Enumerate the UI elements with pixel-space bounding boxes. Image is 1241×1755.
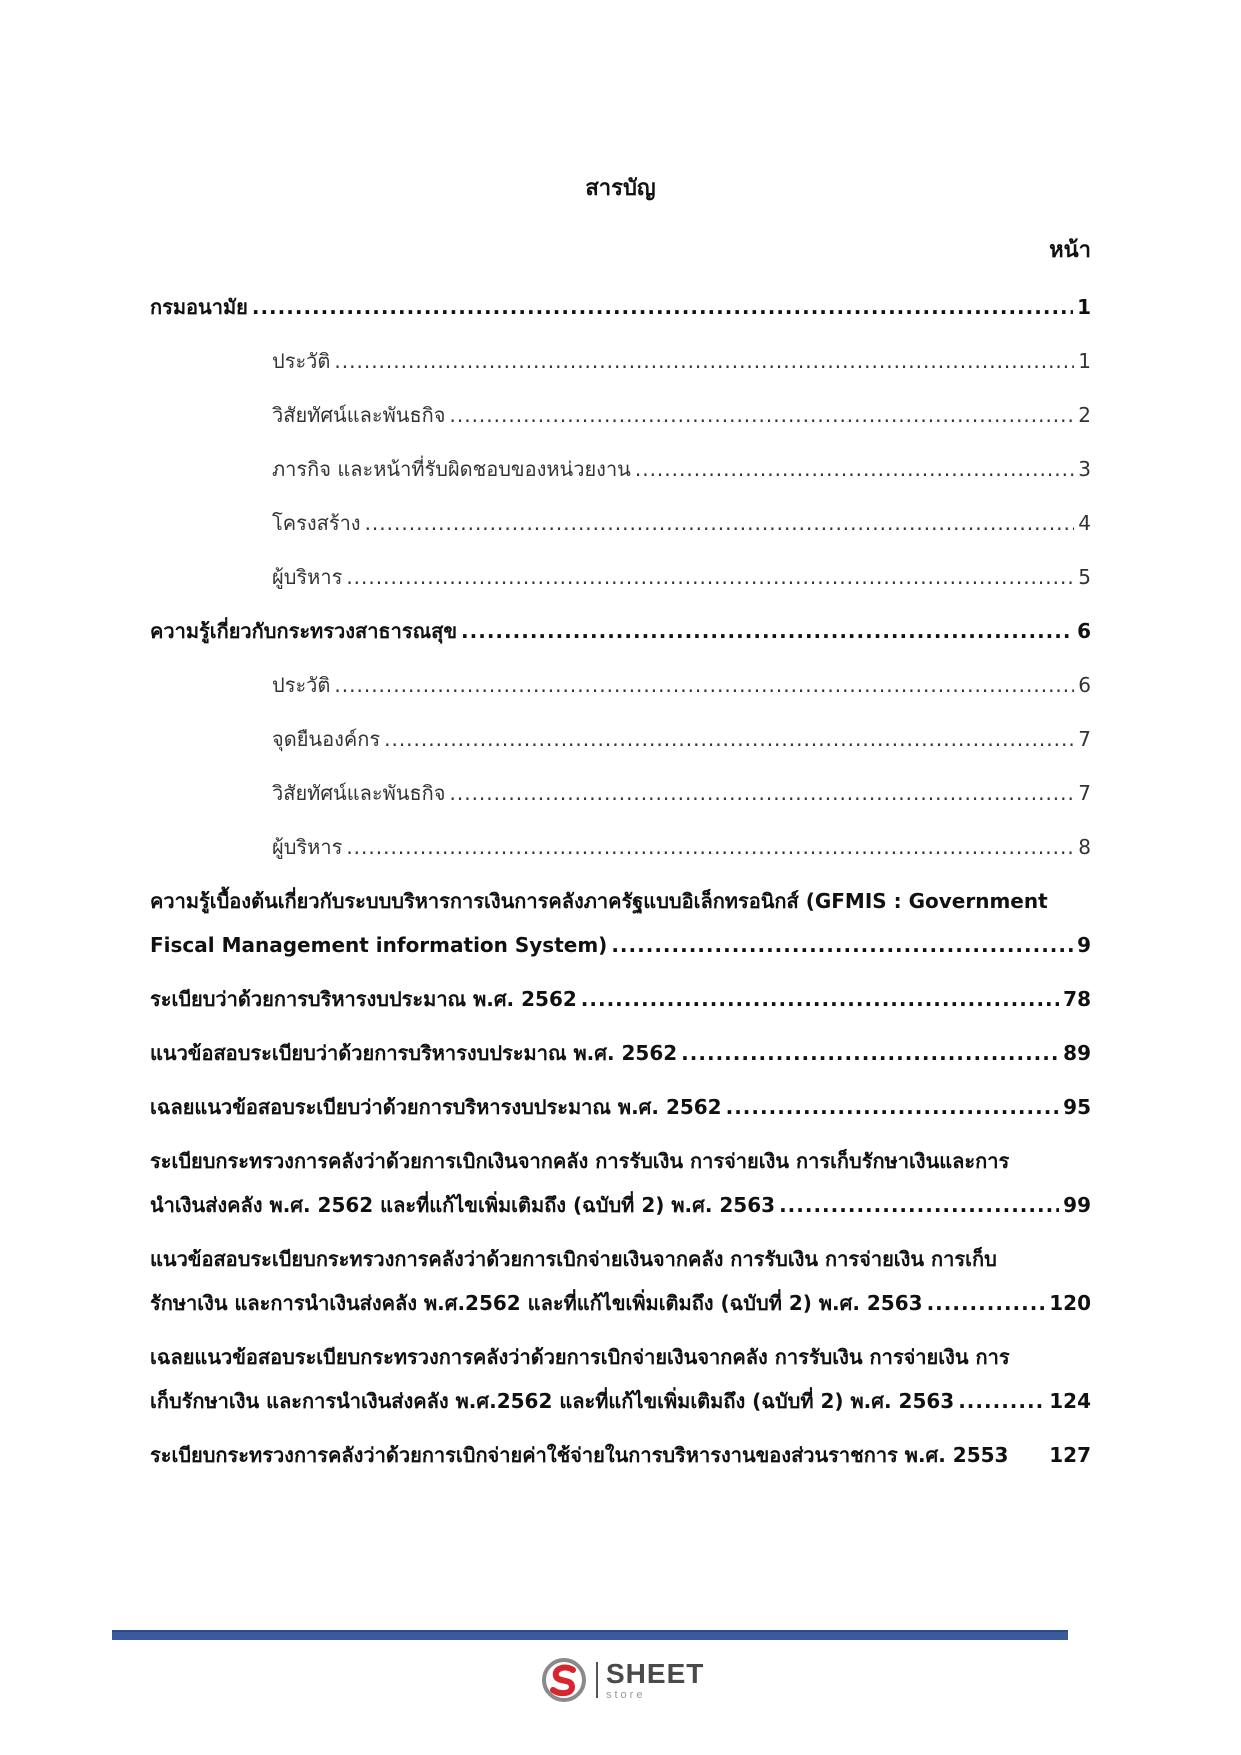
toc-entry-text: โครงสร้าง [272, 511, 361, 535]
toc-entry-text: ประวัติ [272, 673, 331, 697]
toc-entry [150, 1139, 1091, 1227]
sheet-store-logo-icon [540, 1656, 588, 1704]
toc-entry [150, 1433, 1091, 1477]
toc-subentry [150, 393, 1091, 437]
toc-page-number: 4 [1078, 511, 1091, 535]
toc-entry-text: เก็บรักษาเงิน และการนำเงินส่งคลัง พ.ศ.2562 และที่แก้ไขเพิ่มเติมถึง (ฉบับที่ 2) พ.ศ. 2563 [150, 1389, 955, 1413]
toc-page-number: 127 [1049, 1443, 1091, 1467]
toc-page-number: 99 [1063, 1193, 1091, 1217]
toc-page-number: 2 [1078, 403, 1091, 427]
toc-page-number: 6 [1078, 673, 1091, 697]
toc-entry-text: แนวข้อสอบระเบียบว่าด้วยการบริหารงบประมาณ พ.ศ. 2562 [150, 1041, 678, 1065]
toc-page-number: 1 [1078, 349, 1091, 373]
toc-subentry [150, 501, 1091, 545]
toc-leader-dots [461, 609, 1073, 653]
toc-entry [150, 977, 1091, 1021]
toc-entry-text: ผู้บริหาร [272, 565, 343, 589]
toc-entry-row [150, 1281, 1091, 1325]
toc-entry-row [272, 771, 1091, 815]
toc-entry-row [150, 923, 1091, 967]
toc-entry-line: เฉลยแนวข้อสอบระเบียบกระทรวงการคลังว่าด้วยการเบิกจ่ายเงินจากคลัง การรับเงิน การจ่ายเงิน การ [150, 1345, 1010, 1369]
toc-entry-text: Fiscal Management information System) [150, 933, 608, 957]
toc-entry-line: ความรู้เบื้องต้นเกี่ยวกับระบบบริหารการเงินการคลังภาครัฐแบบอิเล็กทรอนิกส์ (GFMIS : Government [150, 889, 1048, 913]
toc-entry-text: กรมอนามัย [150, 295, 248, 319]
toc-entry-line: แนวข้อสอบระเบียบกระทรวงการคลังว่าด้วยการเบิกจ่ายเงินจากคลัง การรับเงิน การจ่ายเงิน การเก็บ [150, 1247, 997, 1271]
logo-separator [596, 1662, 598, 1698]
page-column-header: หน้า [1049, 238, 1091, 263]
toc-leader-dots [927, 1281, 1046, 1325]
toc-entry-text: ระเบียบกระทรวงการคลังว่าด้วยการเบิกจ่ายค่าใช้จ่ายในการบริหารงานของส่วนราชการ พ.ศ. 2553 [150, 1443, 1009, 1467]
toc-page-number: 7 [1078, 727, 1091, 751]
toc-page-number: 78 [1063, 987, 1091, 1011]
toc-leader-dots [611, 923, 1073, 967]
toc-subentry [150, 447, 1091, 491]
toc-entry [150, 609, 1091, 653]
toc-leader-dots [958, 1379, 1045, 1423]
toc-leader-dots [252, 285, 1073, 329]
toc-leader-dots [450, 771, 1075, 815]
toc-entry-text: นำเงินส่งคลัง พ.ศ. 2562 และที่แก้ไขเพิ่มเติมถึง (ฉบับที่ 2) พ.ศ. 2563 [150, 1193, 776, 1217]
logo-word: SHEET [606, 1657, 705, 1689]
toc-page-number: 8 [1078, 835, 1091, 859]
toc-page-number: 120 [1049, 1291, 1091, 1315]
toc-page-number: 95 [1063, 1095, 1091, 1119]
toc-leader-dots [384, 717, 1074, 761]
toc-entry-row [272, 339, 1091, 383]
toc-entry [150, 1031, 1091, 1075]
toc-entry-text: วิสัยทัศน์และพันธกิจ [272, 781, 446, 805]
toc-subentry [150, 717, 1091, 761]
toc-leader-dots [365, 501, 1075, 545]
toc-leader-dots [450, 393, 1075, 437]
toc-page-number: 9 [1077, 933, 1091, 957]
logo-text [606, 1657, 705, 1701]
toc-entry-row [150, 1183, 1091, 1227]
toc-page-number: 3 [1078, 457, 1091, 481]
toc-subentry [150, 825, 1091, 869]
toc-entry-row [272, 717, 1091, 761]
toc-entry-row [272, 447, 1091, 491]
toc-leader-dots [726, 1085, 1060, 1129]
toc-entry-text: จุดยืนองค์กร [272, 727, 381, 751]
toc-page-number: 124 [1049, 1389, 1091, 1413]
toc-leader-dots [681, 1031, 1059, 1075]
toc-entry-row [150, 285, 1091, 329]
toc-leader-dots [346, 825, 1074, 869]
toc-leader-dots [779, 1183, 1059, 1227]
toc-page-number: 7 [1078, 781, 1091, 805]
toc-title: สารบัญ [585, 176, 656, 201]
toc-entry-text: ผู้บริหาร [272, 835, 343, 859]
toc-entry-row [272, 501, 1091, 545]
toc-entry-row [150, 1085, 1091, 1129]
toc-entry-row [150, 609, 1091, 653]
toc-entry-row [272, 555, 1091, 599]
logo-subword: store [606, 1688, 646, 1701]
toc-leader-dots [635, 447, 1074, 491]
toc-entry-row [150, 1433, 1091, 1477]
toc-entry-text: วิสัยทัศน์และพันธกิจ [272, 403, 446, 427]
footer-rule [112, 1630, 1068, 1640]
toc-page-number: 1 [1077, 295, 1091, 319]
toc-entry-text: ภารกิจ และหน้าที่รับผิดชอบของหน่วยงาน [272, 457, 631, 481]
sheet-store-logo [540, 1656, 710, 1704]
toc-entry-row [150, 1379, 1091, 1423]
toc-entry-text: เฉลยแนวข้อสอบระเบียบว่าด้วยการบริหารงบประมาณ พ.ศ. 2562 [150, 1095, 722, 1119]
toc-entry-text: ประวัติ [272, 349, 331, 373]
toc-leader-dots [334, 339, 1074, 383]
toc-page-number: 5 [1078, 565, 1091, 589]
toc-entry [150, 285, 1091, 329]
toc-entry-row [150, 977, 1091, 1021]
toc-entry-row [150, 1031, 1091, 1075]
toc-subentry [150, 771, 1091, 815]
toc-leader-dots [581, 977, 1059, 1021]
toc-entry-text: ความรู้เกี่ยวกับกระทรวงสาธารณสุข [150, 619, 458, 643]
toc-entry-line: ระเบียบกระทรวงการคลังว่าด้วยการเบิกเงินจากคลัง การรับเงิน การจ่ายเงิน การเก็บรักษาเงินและการ [150, 1149, 1010, 1173]
toc-entry-text: รักษาเงิน และการนำเงินส่งคลัง พ.ศ.2562 และที่แก้ไขเพิ่มเติมถึง (ฉบับที่ 2) พ.ศ. 2563 [150, 1291, 923, 1315]
toc-subentry [150, 663, 1091, 707]
table-of-contents [150, 285, 1091, 1487]
toc-page-number: 89 [1063, 1041, 1091, 1065]
toc-entry [150, 1085, 1091, 1129]
toc-leader-dots [346, 555, 1074, 599]
toc-entry [150, 879, 1091, 967]
toc-entry [150, 1237, 1091, 1325]
toc-entry-row [272, 393, 1091, 437]
toc-page-number: 6 [1077, 619, 1091, 643]
toc-leader-dots [334, 663, 1074, 707]
toc-subentry [150, 339, 1091, 383]
toc-entry-text: ระเบียบว่าด้วยการบริหารงบประมาณ พ.ศ. 2562 [150, 987, 577, 1011]
toc-subentry [150, 555, 1091, 599]
toc-entry [150, 1335, 1091, 1423]
toc-entry-row [272, 825, 1091, 869]
toc-entry-row [272, 663, 1091, 707]
